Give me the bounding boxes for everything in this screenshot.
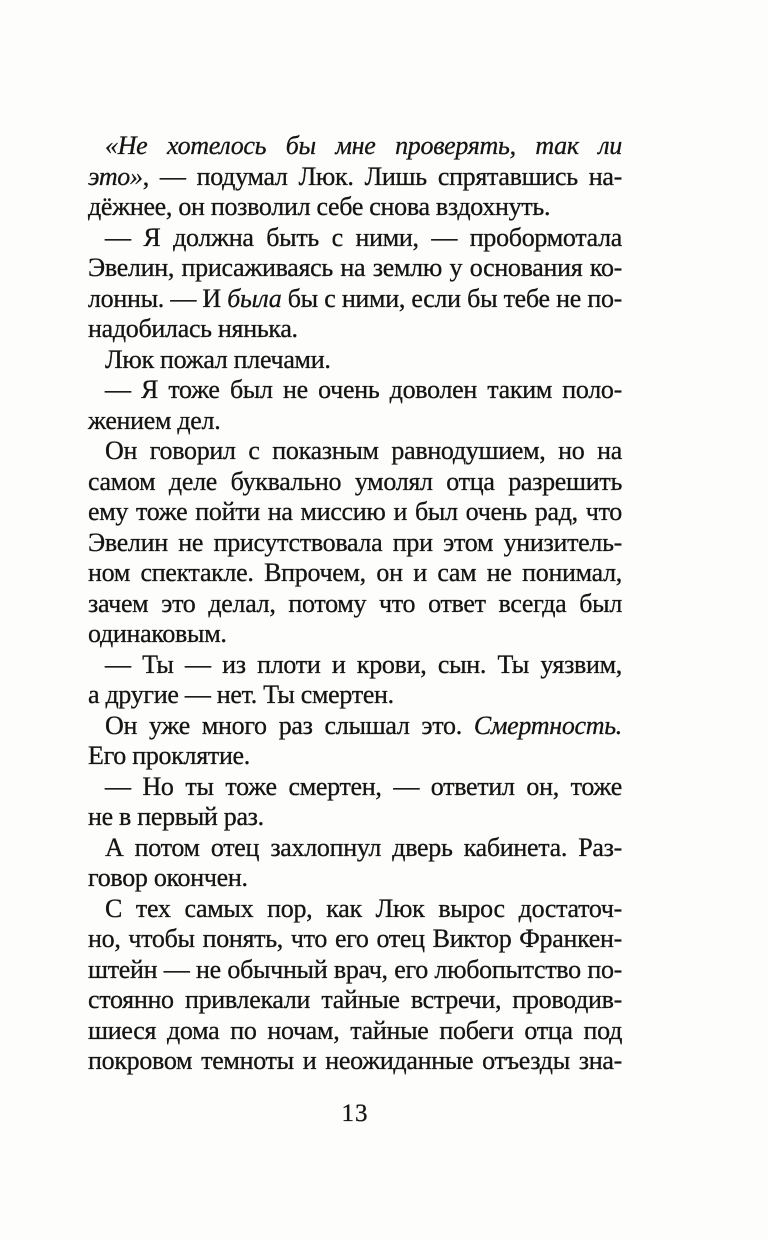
italic-text-run: Смертность. (473, 710, 622, 740)
text-line (88, 863, 622, 894)
text-line (88, 1016, 622, 1047)
text-line (88, 162, 622, 193)
text-run: ном спектакле. Впрочем, он и сам не понимал, (88, 558, 622, 587)
italic-text-run: это» (88, 161, 143, 191)
text-line (88, 894, 622, 925)
text-run: , — подумал Люк. Лишь спрятавшись на- (142, 161, 622, 191)
text-run: лонны. — И (88, 283, 228, 313)
text-run: Эвелин, присаживаясь на землю у основания ко- (88, 253, 622, 282)
text-line (88, 223, 622, 254)
text-run: Эвелин не присутствовала при этом унизитель- (88, 527, 622, 557)
text-run: зачем это делал, потому что ответ всегда был (88, 588, 622, 618)
text-run: шиеся дома по ночам, тайные побеги отца под (88, 1015, 622, 1045)
text-line (88, 314, 622, 345)
text-line (88, 558, 622, 589)
text-line (88, 833, 622, 864)
text-line (88, 955, 622, 986)
text-block (88, 131, 622, 1077)
text-line (88, 375, 622, 406)
text-run: говор окончен. (88, 863, 248, 892)
text-line (88, 985, 622, 1016)
text-line (88, 741, 622, 772)
text-run: Его проклятие. (88, 741, 250, 770)
text-line (88, 345, 622, 376)
text-run: бы с ними, если бы тебе не по- (281, 283, 622, 313)
text-run: дёжнее, он позволил себе снова вздохнуть. (88, 192, 551, 221)
text-run: самом деле буквально умолял отца разрешить (88, 466, 622, 496)
text-line (88, 650, 622, 681)
text-line (88, 680, 622, 711)
text-line (88, 924, 622, 955)
text-line (88, 589, 622, 620)
text-run: С тех самых пор, как Люк вырос достаточ- (105, 893, 622, 923)
text-run: — Я должна быть с ними, — пробормотала (105, 222, 622, 252)
text-line (88, 467, 622, 498)
text-run: Люк пожал плечами. (105, 344, 331, 374)
text-line (88, 619, 622, 650)
text-run: одинаковым. (88, 619, 227, 648)
text-line (88, 802, 622, 833)
text-run: не в первый раз. (88, 802, 264, 831)
text-line (88, 497, 622, 528)
text-line (88, 253, 622, 284)
text-line (88, 772, 622, 803)
text-line (88, 406, 622, 437)
text-line (88, 711, 622, 742)
text-run: штейн — не обычный врач, его любопытство по- (88, 954, 622, 984)
text-line (88, 436, 622, 467)
italic-text-run: была (227, 283, 282, 313)
text-run: ему тоже пойти на миссию и был очень рад, что (88, 497, 622, 526)
text-run: — Я тоже был не очень доволен таким поло- (105, 375, 622, 404)
text-run: А потом отец захлопнул дверь кабинета. Раз- (105, 832, 622, 862)
page-number: 13 (341, 1100, 369, 1127)
text-run: жением дел. (88, 405, 221, 435)
text-line (88, 1046, 622, 1077)
text-run: Он уже много раз слышал это. (105, 710, 474, 740)
text-line (88, 284, 622, 315)
text-run: — Но ты тоже смертен, — ответил он, тоже (105, 771, 622, 801)
text-line (88, 528, 622, 559)
text-line (88, 131, 622, 162)
text-run: а другие — нет. Ты смертен. (88, 680, 394, 709)
text-run: но, чтобы понять, что его отец Виктор Франкен- (88, 924, 622, 953)
italic-text-run: «Не хотелось бы мне проверять, так ли (105, 131, 622, 160)
text-run: — Ты — из плоти и крови, сын. Ты уязвим, (105, 649, 622, 679)
text-run: стоянно привлекали тайные встречи, проводив- (88, 985, 622, 1014)
text-run: Он говорил с показным равнодушием, но на (105, 436, 622, 465)
text-run: покровом темноты и неожиданные отъезды зна- (88, 1046, 622, 1075)
text-line (88, 192, 622, 223)
text-run: надобилась нянька. (88, 314, 298, 343)
